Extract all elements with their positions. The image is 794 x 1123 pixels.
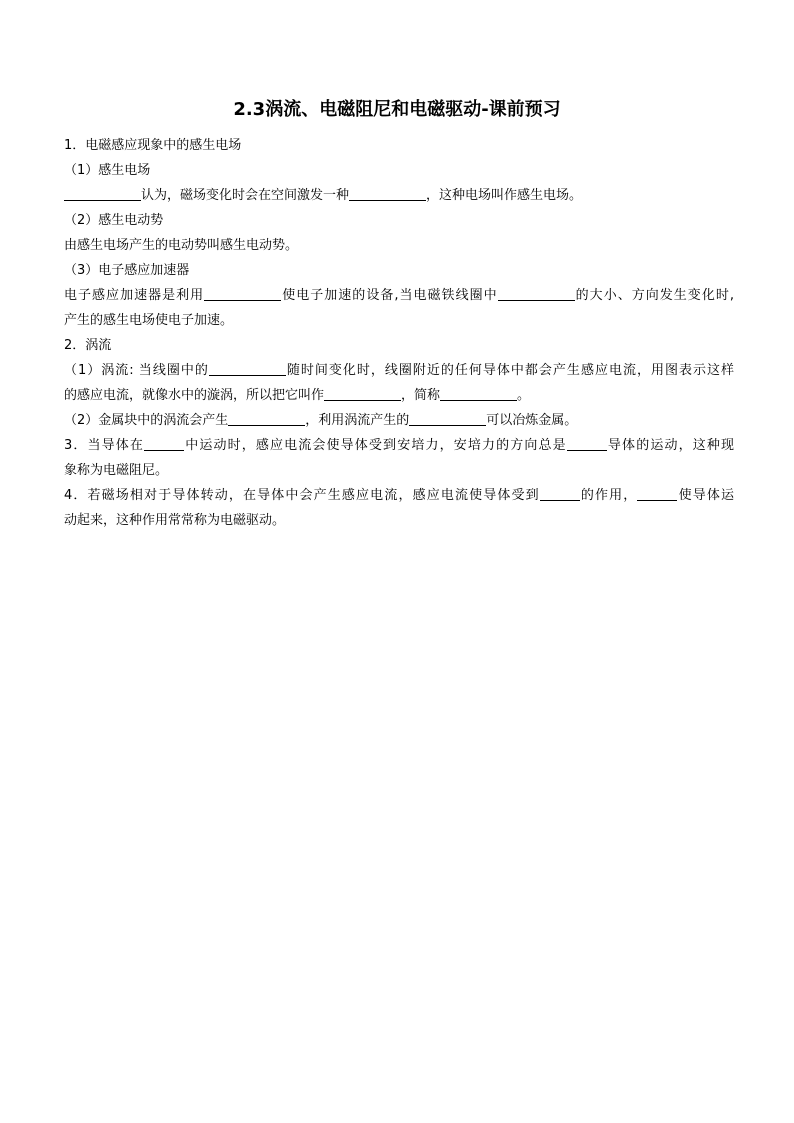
q2-p2-text-a: （2）金属块中的涡流会产生 — [64, 413, 229, 428]
q1-p1-text-b: ，这种电场叫作感生电场。 — [426, 188, 583, 203]
q1-p3-text-c: 的大小、方向发生变化时, — [574, 288, 734, 303]
q2-p1-text-line2 — [64, 383, 734, 408]
q2-p2-text-c: 可以冶炼金属。 — [486, 413, 578, 428]
q3-text-line1 — [64, 433, 734, 458]
fill-blank[interactable] — [540, 486, 580, 501]
q2-p2-text — [64, 408, 734, 433]
q1-p2-label: （2）感生电动势 — [64, 213, 164, 228]
q3-text-a: 3．当导体在 — [64, 438, 145, 453]
q2-p1-text-e: 。 — [517, 388, 531, 403]
fill-blank[interactable] — [567, 436, 607, 451]
fill-blank[interactable] — [440, 386, 517, 401]
q3-text-line2: 象称为电磁阻尼。 — [64, 463, 169, 478]
fill-blank[interactable] — [228, 411, 305, 426]
q2-p1-text-line1 — [64, 358, 734, 383]
q4-text-line2: 动起来，这种作用常常称为电磁驱动。 — [64, 513, 286, 528]
fill-blank[interactable] — [209, 361, 286, 376]
q4-text-line1 — [64, 483, 734, 508]
document-body — [64, 133, 734, 533]
q1-p3-text-a: 电子感应加速器是利用 — [64, 288, 205, 303]
fill-blank[interactable] — [204, 286, 281, 301]
q3-text-c: 导体的运动，这种现 — [606, 438, 734, 453]
q1-p1-text-a: 认为，磁场变化时会在空间激发一种 — [141, 188, 350, 203]
q1-p1-label: （1）感生电场 — [64, 163, 151, 178]
page-title: 2.3涡流、电磁阻尼和电磁驱动-课前预习 — [233, 99, 561, 120]
fill-blank[interactable] — [498, 286, 575, 301]
q1-p3-text-line2: 产生的感生电场使电子加速。 — [64, 313, 234, 328]
q1-p1-text — [64, 183, 734, 208]
fill-blank[interactable] — [144, 436, 184, 451]
fill-blank[interactable] — [409, 411, 486, 426]
fill-blank[interactable] — [324, 386, 401, 401]
q1-heading: 1．电磁感应现象中的感生电场 — [64, 138, 242, 153]
q3-text-b: 中运动时，感应电流会使导体受到安培力，安培力的方向总是 — [184, 438, 567, 453]
fill-blank[interactable] — [64, 186, 141, 201]
q4-text-b: 的作用， — [579, 488, 638, 503]
q1-p3-text-line1 — [64, 283, 734, 308]
q1-p2-text: 由感生电场产生的电动势叫感生电动势。 — [64, 238, 299, 253]
q1-p3-text-b: 使电子加速的设备,当电磁铁线圈中 — [281, 288, 498, 303]
q4-text-c: 使导体运 — [677, 488, 734, 503]
q2-p1-text-a: （1）涡流: 当线圈中的 — [64, 363, 209, 378]
fill-blank[interactable] — [349, 186, 426, 201]
q2-p1-text-c: 的感应电流，就像水中的漩涡，所以把它叫作 — [64, 388, 325, 403]
q1-p3-label: （3）电子感应加速器 — [64, 263, 190, 278]
fill-blank[interactable] — [637, 486, 677, 501]
q4-text-a: 4．若磁场相对于导体转动，在导体中会产生感应电流，感应电流使导体受到 — [64, 488, 540, 503]
q2-p1-text-d: ，简称 — [401, 388, 441, 403]
q2-heading: 2．涡流 — [64, 338, 112, 353]
q2-p1-text-b: 随时间变化时，线圈附近的任何导体中都会产生感应电流，用图表示这样 — [285, 363, 734, 378]
q2-p2-text-b: ，利用涡流产生的 — [305, 413, 410, 428]
